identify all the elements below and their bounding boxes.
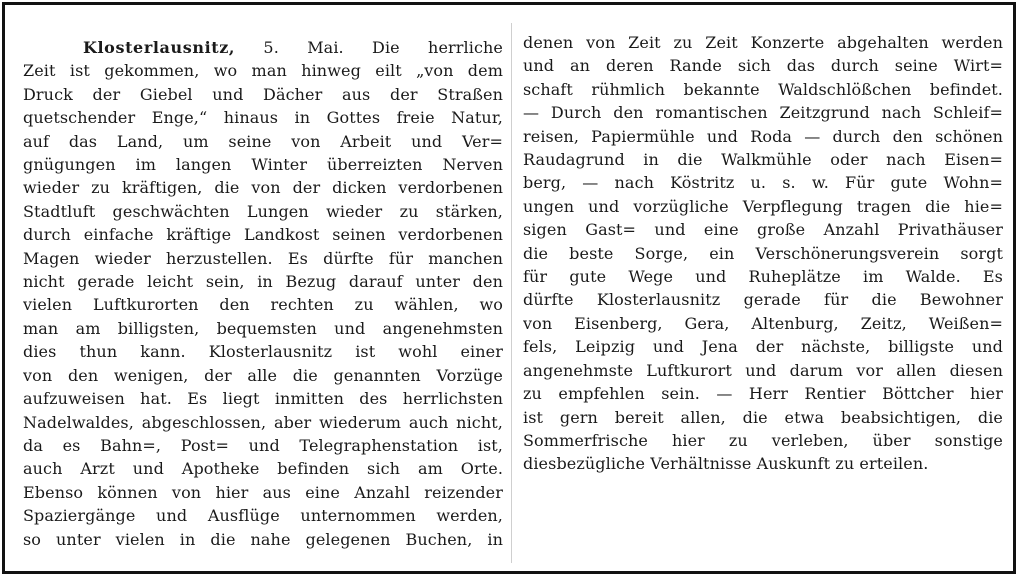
text-line: ungen und vorzügliche Verpflegung tragen die hie= [523, 196, 1003, 216]
text-line: man am billigsten, bequemsten und angenehmsten [23, 318, 503, 338]
text-line: reisen, Papiermühle und Roda — durch den schönen [523, 126, 1003, 146]
text-line: dies thun kann. Klosterlausnitz ist wohl einer [23, 342, 503, 362]
text-line [23, 36, 503, 59]
text-line: wieder zu kräftigen, die von der dicken verdorbenen [23, 178, 503, 198]
text-line: Ebenso können von hier aus eine Anzahl reizender [23, 482, 503, 502]
text-line: von Eisenberg, Gera, Altenburg, Zeitz, Weißen= [523, 313, 1003, 333]
text-line: von den wenigen, der alle die genannten Vorzüge [23, 365, 503, 385]
text-line: sigen Gast= und eine große Anzahl Privathäuser [523, 220, 1003, 240]
text-line: und an deren Rande sich das durch seine Wirt= [523, 56, 1003, 76]
text-line: denen von Zeit zu Zeit Konzerte abgehalten werden [523, 33, 1003, 52]
text-line: ist gern bereit allen, die etwa beabsichtigen, die [523, 407, 1003, 427]
text-line: Druck der Giebel und Dächer aus der Straßen [23, 84, 503, 104]
right-column [523, 31, 1003, 476]
text-line: durch einfache kräftige Landkost seinen verdorbenen [23, 225, 503, 245]
text-line: berg, — nach Köstritz u. s. w. Für gute Wohn= [523, 173, 1003, 193]
text-line: Stadtluft geschwächten Lungen wieder zu stärken, [23, 201, 503, 221]
text-line: Raudagrund in die Walkmühle oder nach Eisen= [523, 150, 1003, 170]
text-line: diesbezügliche Verhältnisse Auskunft zu erteilen. [523, 454, 929, 474]
article-frame [2, 2, 1016, 574]
text-line: Sommerfrische hier zu verleben, über sonstige [523, 430, 1003, 450]
text-line: vielen Luftkurorten den rechten zu wählen, wo [23, 295, 503, 315]
text-line: die beste Sorge, ein Verschönerungsverein sorgt [523, 243, 1003, 263]
text-line: für gute Wege und Ruheplätze im Walde. Es [523, 267, 1003, 287]
text-line: auch Arzt und Apotheke befinden sich am Orte. [23, 459, 503, 479]
text-line: nicht gerade leicht sein, in Bezug darauf unter den [23, 272, 503, 292]
text-line: angenehmste Luftkurort und darum vor allen diesen [523, 360, 1003, 380]
text-line: so unter vielen in die nahe gelegenen Buchen, in [23, 529, 503, 549]
text-line: Nadelwaldes, abgeschlossen, aber wiederum auch nicht, [23, 412, 503, 432]
text-line: Magen wieder herzustellen. Es dürfte für manchen [23, 248, 503, 268]
left-column [23, 36, 503, 551]
text-line: schaft rühmlich bekannte Waldschlößchen befindet. [523, 79, 1003, 99]
text-line: Spaziergänge und Ausflüge unternommen werden, [23, 506, 503, 526]
text-line: aufzuweisen hat. Es liegt inmitten des herrlichsten [23, 389, 503, 409]
text-line: quetschender Enge,“ hinaus in Gottes freie Natur, [23, 108, 503, 128]
text-line: Zeit ist gekommen, wo man hinweg eilt „von dem [23, 61, 503, 81]
text-line: dürfte Klosterlausnitz gerade für die Bewohner [523, 290, 1003, 310]
text-line: gnügungen im langen Winter überreizten Nerven [23, 155, 503, 175]
text-line: — Durch den romantischen Zeitzgrund nach Schleif= [523, 103, 1003, 123]
column-divider [511, 23, 512, 563]
text-line: auf das Land, um seine von Arbeit und Ver= [23, 131, 503, 151]
dateline: 5. Mai. Die herrliche [235, 38, 503, 57]
place-name: Klosterlausnitz, [83, 38, 236, 57]
text-line: da es Bahn=, Post= und Telegraphenstation ist, [23, 435, 503, 455]
text-line: zu empfehlen sein. — Herr Rentier Böttcher hier [523, 384, 1003, 404]
text-line: fels, Leipzig und Jena der nächste, billigste und [523, 337, 1003, 357]
